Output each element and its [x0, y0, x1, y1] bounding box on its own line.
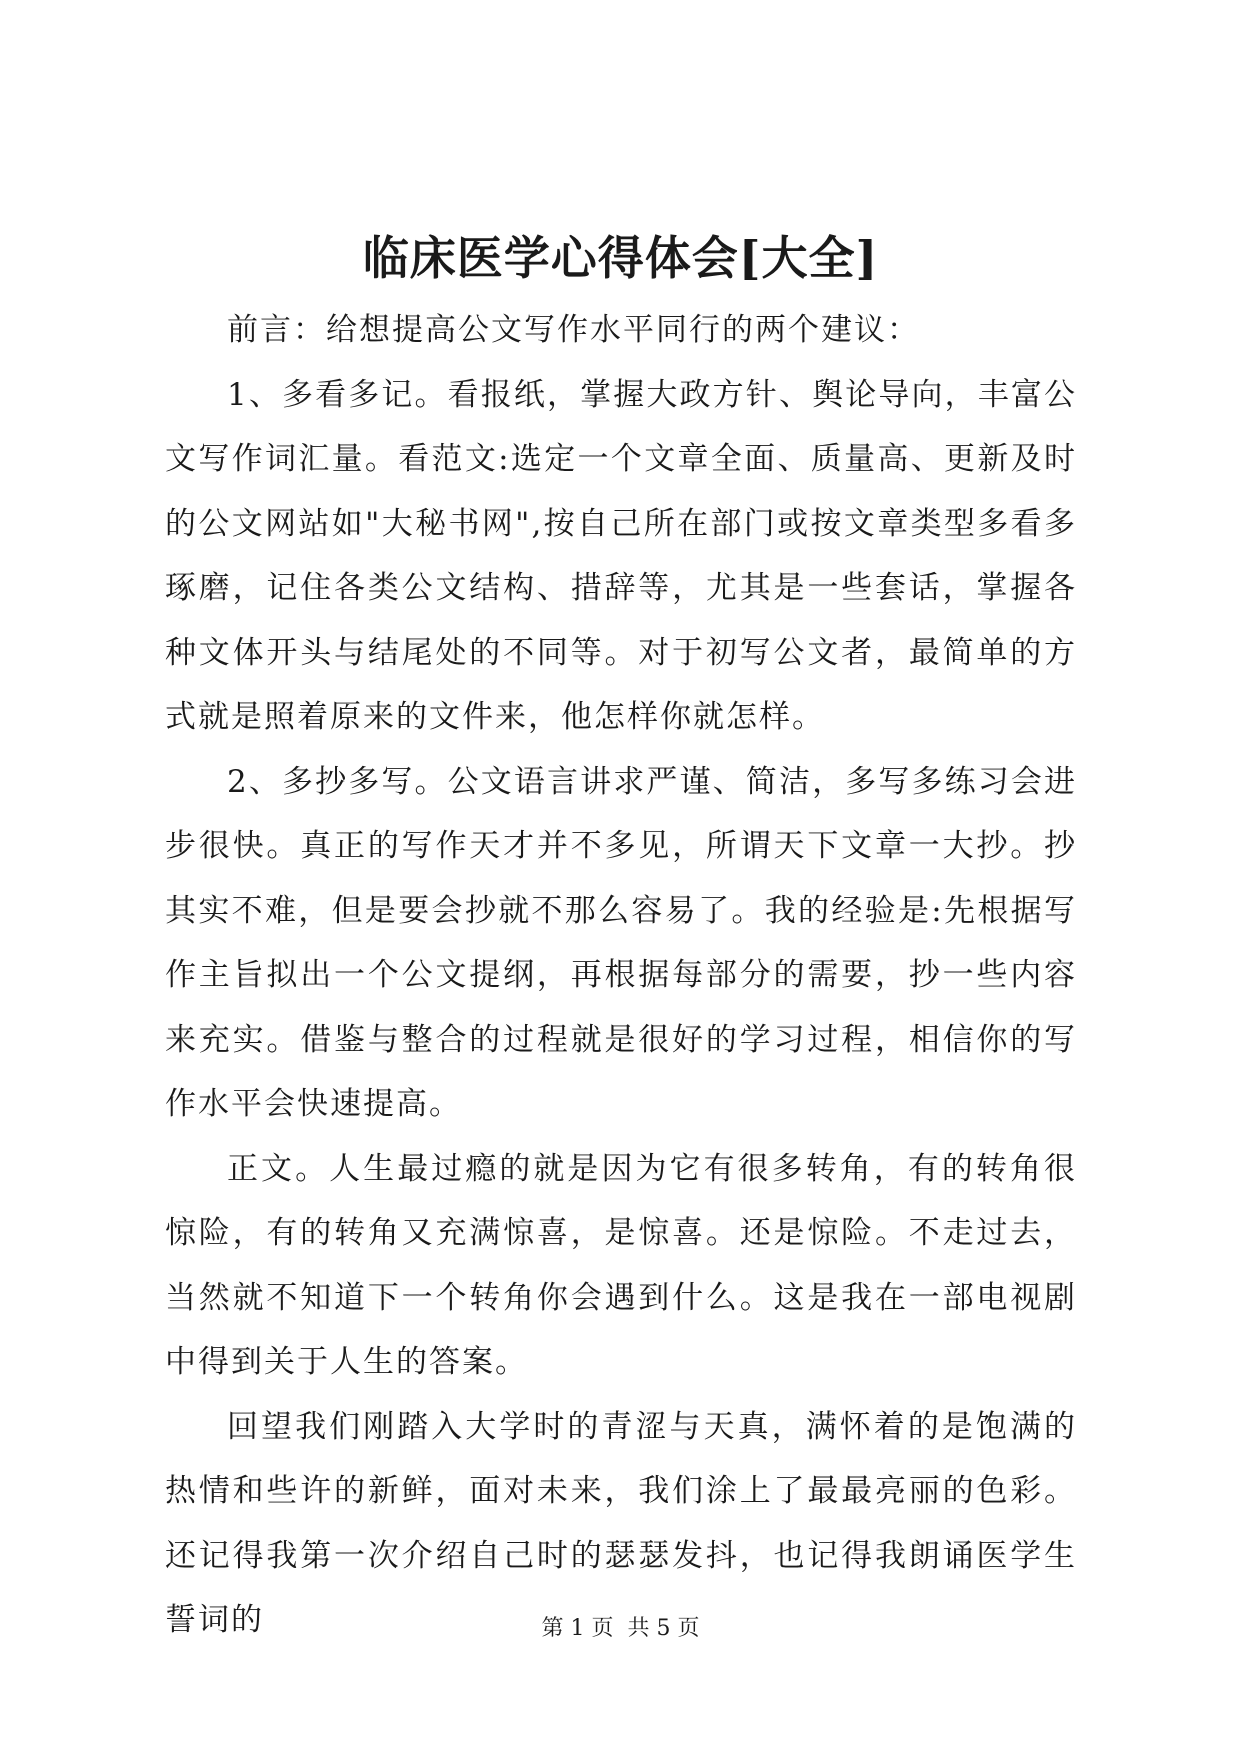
page-number: 第 1 页 共 5 页: [541, 1616, 700, 1641]
document-body: [165, 298, 1077, 1653]
paragraph-advice-1: 1、多看多记。看报纸，掌握大政方针、舆论导向，丰富公文写作词汇量。看范文:选定一个文章全面、质量高、更新及时的公文网站如"大秘书网",按自己所在部门或按文章类型多看多琢磨，记住各类公文结构、措辞等，尤其是一些套话，掌握各种文体开头与结尾处的不同等。对于初写公文者，最简单的方式就是照着原来的文件来，他怎样你就怎样。: [165, 376, 1077, 735]
paragraph-recollection: 回望我们刚踏入大学时的青涩与天真，满怀着的是饱满的热情和些许的新鲜，面对未来，我们涂上了最最亮丽的色彩。还记得我第一次介绍自己时的瑟瑟发抖，也记得我朗诵医学生誓词的: [165, 1408, 1077, 1638]
page-title: 临床医学心得体会[大全]: [362, 231, 879, 285]
paragraph-main-intro: 正文。人生最过瘾的就是因为它有很多转角，有的转角很惊险，有的转角又充满惊喜，是惊喜。还是惊险。不走过去，当然就不知道下一个转角你会遇到什么。这是我在一部电视剧中得到关于人生的答案。: [165, 1150, 1077, 1380]
page-footer: [0, 1614, 1241, 1644]
paragraph-advice-2: 2、多抄多写。公文语言讲求严谨、简洁，多写多练习会进步很快。真正的写作天才并不多见，所谓天下文章一大抄。抄其实不难，但是要会抄就不那么容易了。我的经验是:先根据写作主旨拟出一个公文提纲，再根据每部分的需要，抄一些内容来充实。借鉴与整合的过程就是很好的学习过程，相信你的写作水平会快速提高。: [165, 763, 1077, 1122]
paragraph-preface: 前言：给想提高公文写作水平同行的两个建议：: [227, 312, 920, 348]
